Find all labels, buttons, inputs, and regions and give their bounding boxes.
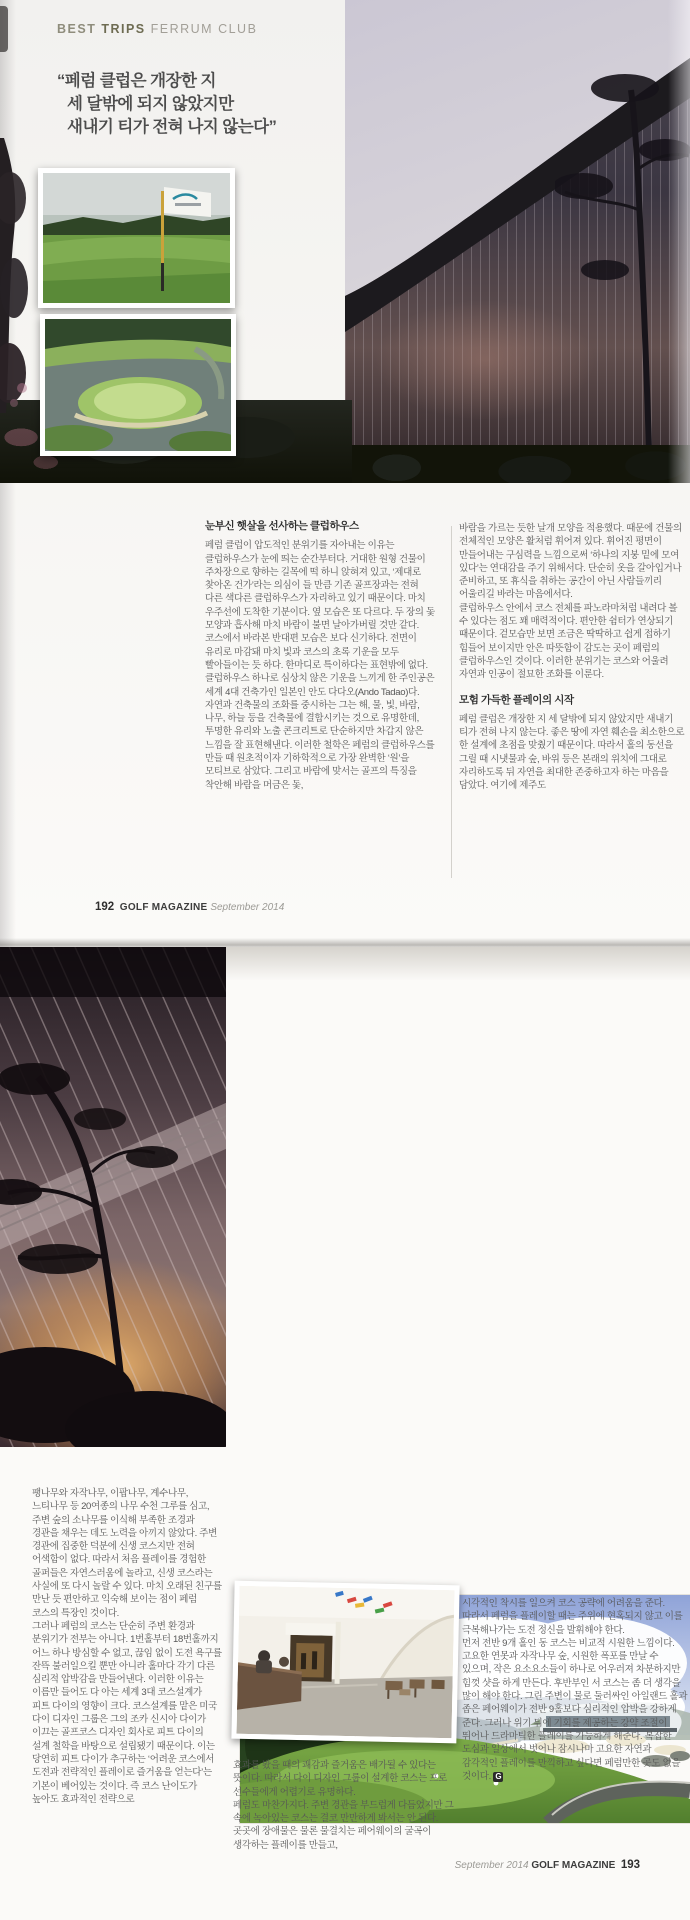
article-column-2 (459, 522, 687, 793)
issue-date: September 2014 (454, 1860, 529, 1871)
facade-sunset-photo (0, 947, 226, 1447)
end-mark: G (493, 1772, 503, 1782)
paragraph: 시각적인 착시를 일으켜 코스 공략에 어려움을 준다. 따라서 페럼을 플레이할 때는 주위에 현혹되지 않고 이를 극복해나가는 도전 정신을 발휘해야 한다. (462, 1598, 683, 1636)
inset-photo-island-green (40, 314, 236, 456)
column-rule (451, 526, 452, 878)
pull-quote (57, 70, 357, 139)
inset-photo-fairway (38, 168, 235, 308)
clubhouse-interior-photo (231, 1581, 459, 1744)
page-192 (0, 0, 690, 947)
paragraph: 페럼도 마찬가지다. 주변 경관을 부드럽게 다듬었지만 그 속에 녹아있는 코스는 결코 만만하게 봐서는 안 된다. 곳곳에 장애물은 물론 물결치는 페어웨이의 굴곡이 생각하는 플레이를 만들고, (233, 1799, 454, 1851)
kicker-club: FERRUM CLUB (150, 22, 258, 36)
magazine-name: GOLF MAGAZINE (531, 1860, 616, 1871)
kicker (57, 22, 257, 36)
page-curl-highlight (668, 0, 690, 483)
kicker-best: BEST (57, 22, 97, 36)
kicker-trips: TRIPS (101, 22, 146, 36)
paragraph: 팽나무와 자작나무, 이팝나무, 계수나무, 느티나무 등 20여종의 나무 수천 그루를 심고, 주변 숲의 소나무를 이식해 부족한 조경과 경관을 채우는 데도 노력을 아끼지 않았다. 주변 경관에 집중한 덕분에 신생 코스지만 전혀 어색함이 없다. 따라서 처음 플레이를 경험한 골퍼들은 자연스러움에 놀라고, 신생 코스라는 사실에 또 다시 놀랄 수 있다. 마치 오래된 친구를 만난 듯 편안하고 익숙해 보이는 점이 페럼 코스의 특장인 것이다. (32, 1488, 222, 1619)
article-column-3 (32, 1487, 222, 1806)
page-corner-mark (0, 6, 8, 52)
paragraph: 클럽하우스 안에서 코스 전체를 파노라마처럼 내려다 볼 수 있다는 점도 꽤 매력적이다. 편안한 쉼터가 연상되기 때문이다. 겉모습만 보면 조금은 딱딱하고 쉽게 접하기 힘들어 보이지만 안은 따뜻함이 감도는 곳이 페럼의 클럽하우스인 것이다. 이러한 분위기는 코스와 어울려 자연과 인공이 절묘한 조화를 이룬다. (459, 602, 678, 681)
left-tree-silhouette (0, 138, 42, 413)
paragraph: 페럼 클럽은 개장한 지 세 달밖에 되지 않았지만 새내기 티가 전혀 나지 않는다. 좋은 땅에 자연 훼손을 최소한으로 한 설계에 초점을 맞췄기 때문이다. 따라서 홀의 동선을 그릴 때 시냇물과 숲, 바위 등은 본래의 위치에 그대로 자리하도록 뒤 자연을 최대한 존중하고자 하는 마음을 담았다. 여기에 제주도 (459, 713, 685, 792)
page-number: 193 (620, 1859, 640, 1871)
section-heading-play: 모험 가득한 플레이의 시작 (459, 693, 574, 706)
magazine-name: GOLF MAGAZINE (119, 902, 208, 913)
clubhouse-facade-photo (345, 0, 690, 483)
scan-shadow (226, 947, 690, 981)
paragraph: 그러나 페럼의 코스는 단순히 주변 환경과 분위기가 전부는 아니다. 1번홀부터 18번홀까지 어느 하나 방심할 수 없고, 끊임 없이 도전 욕구를 잔뜩 불러일으킬 뿐만 아니라 홀마다 각기 다른 심리적 압박감을 만들어낸다. 이러한 이유는 이름만 들어도 다 아는 세계 3대 코스설계가 피트 다이의 영향이 크다. 코스설계를 맡은 미국 다이 디자인 그룹은 그의 조카 신시아 다이가 이끄는 골프코스 디자인 회사로 피트 다이의 설계 철학을 바탕으로 설립됐기 때문이다. 이는 당연히 피트 다이가 추구하는 ‘어려운 코스에서 도전과 전략적인 플레이로 즐거움을 얻는다’는 기본이 베어있는 것이다. 즉 코스 난이도가 높아도 효과적인 전략으로 (32, 1620, 222, 1805)
issue-date: September 2014 (210, 902, 285, 913)
paragraph: 효과를 봤을 때의 쾌감과 즐거움은 배가될 수 있다는 뜻이다. 따라서 다이 디자인 그룹이 설계한 코스는 프로 선수들에게 어렵기로 유명하다. (233, 1760, 448, 1798)
tree-line (345, 445, 690, 483)
paragraph-text: 먼저 전반 9개 홀인 동 코스는 비교적 시원한 느낌이다. 고요한 연못과 자작나무 숲, 시원한 폭포를 만날 수 있으며, 작은 요소요소들이 하나로 어우러져 차분하지만 힘껏 샷을 하게 만든다. 후반부인 서 코스는 좀 더 생각을 많이 해야 한다. 그린 주변이 물로 둘러싸인 아일랜드 홀과 좁은 페어웨이가 전반 9홀보다 심리적인 압박을 강하게 준다. 그러나 위기 뒤에 기회를 제공하는 강약 조절이 뛰어나 드라마틱한 플레이를 가능하게 해준다. 복잡한 도심과 일상에서 벗어나 잠시나마 고요한 자연과 감각적인 플레이를 만끽하고 싶다면 페럼만한 곳도 없을 것이다. (462, 1637, 688, 1782)
quote-line: 세 달밖에 되지 않았지만 (67, 95, 234, 113)
page-192-footer (95, 901, 284, 913)
section-heading-clubhouse: 눈부신 햇살을 선사하는 클럽하우스 (205, 520, 359, 532)
paragraph: 페럼 클럽이 압도적인 분위기를 자아내는 이유는 클럽하우스가 눈에 띄는 순간부터다. 거대한 원형 건물이 주차장으로 향하는 길목에 떡 하니 앉혀져 있고, ‘제대로 찾아온 건가’라는 의심이 들 만큼 기존 골프장과는 전혀 다른 색다른 클럽하우스가 자리하고 있기 때문이다. 마치 우주선에 도착한 기분이다. 옆 모습은 또 다르다. 두 장의 돛 모양과 흡사해 마치 바람이 불면 날아가버릴 것만 같다. 코스에서 바라본 반대편 모습은 보다 신기하다. 전면이 유리로 마감돼 마치 빛과 코스의 초록 기운을 모두 빨아들이는 듯 하다. 한마디로 특이하다는 표현밖에 없다. 클럽하우스 하나로 심상치 않은 기운을 느끼게 한 주인공은 세계 4대 건축가인 일본인 안도 다다오(Ando Tadao)다. 자연과 건축물의 조화를 중시하는 그는 해, 물, 빛, 바람, 나무, 하늘 등을 건축물에 결합시키는 것으로 유명한데, 투명한 유리와 노출 콘크리트로 단순하지만 차갑지 않은 느낌을 잘 표현해낸다. 이러한 철학은 페럼의 클럽하우스를 만들 때 원초적이자 기하학적으로 가장 완벽한 ‘원’을 모티브로 삼았다. 그리고 바람에 맞서는 골프의 특징을 착안해 바람을 머금은 돛, (205, 540, 435, 791)
quote-line: 새내기 티가 전혀 나지 않는다” (67, 118, 277, 136)
paragraph (462, 1637, 689, 1783)
paragraph: 바람을 가르는 듯한 날개 모양을 적용했다. 때문에 건물의 전체적인 모양은 활처럼 휘어져 있다. 휘어진 평면이 만들어내는 구심력을 느낌으로써 ‘하나의 지붕 밑에 모여 있다’는 연대감을 주기 위해서다. 단순히 옷을 갈아입거나 준비하고, 또 휴식을 취하는 공간이 아닌 사람들끼리 어울리길 바라는 마음에서다. (459, 523, 682, 601)
page-193-footer (455, 1859, 640, 1871)
page-number: 192 (95, 901, 115, 913)
article-column-1 (205, 520, 438, 792)
article-column-4 (233, 1759, 459, 1852)
page-193 (0, 947, 690, 1920)
quote-line: “페럼 클럽은 개장한 지 (57, 72, 216, 90)
article-column-5 (462, 1597, 689, 1783)
